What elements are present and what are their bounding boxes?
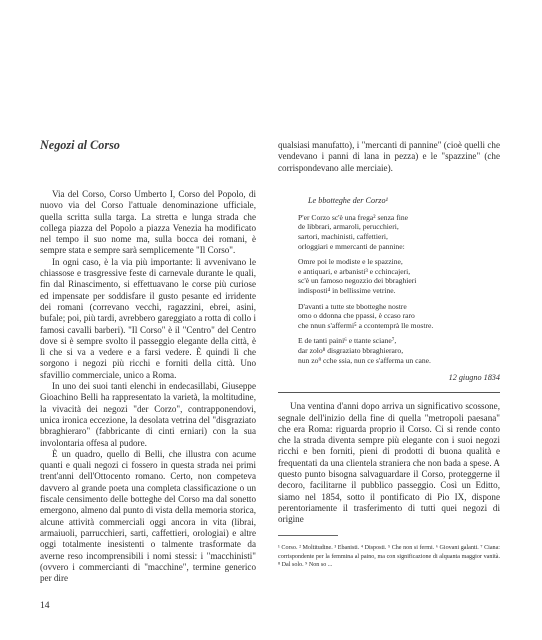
- sonnet-title: Le bbotteghe der Corzo¹: [308, 195, 389, 205]
- verse-line: E de tanti paini⁶ e ttante sciane⁷,: [298, 336, 397, 346]
- verse-line: e antiquari, e arbanisti³ e cchincajeri,: [298, 266, 411, 276]
- verse-line: nun zo⁹ cche ssia, nun ce s'afferma un cane.: [298, 355, 431, 365]
- verse-line: orloggiari e mmercanti de pannine:: [298, 241, 405, 251]
- verse-line: omo o ddonna che ppassi, è ccaso raro: [298, 311, 415, 321]
- body-paragraph: Una ventina d'anni dopo arriva un significativo scossone, segnale dell'inizio della fine di quella "metropoli paesana" che era Roma: riguarda proprio il Corso. Ci si rende conto che la strada diventa sempre più elegante con i suoi negozi ricchi e ben forniti, pieni di prodotti di buona qualità e frequentati da una clientela straniera che non bada a spese. A questo punto bisogna salvaguardare il Corso, proteggerne il decoro, facilitarne il pubblico passeggio. Così un Editto, siamo nel 1854, sotto il pontificato di Pio IX, dispone perentoriamente il trasferimento di tutti quei negozi di origine: [278, 401, 500, 525]
- sonnet: [298, 196, 500, 365]
- stanza: [298, 336, 500, 365]
- right-column: [278, 140, 500, 569]
- verse-line: D'avanti a tutte ste bbotteghe nostre: [298, 301, 407, 311]
- page-number: 14: [40, 600, 50, 611]
- stanza: [298, 302, 500, 331]
- stanza: [298, 213, 500, 251]
- divider-rule: [278, 392, 500, 393]
- verse-line: P'er Corzo sc'è una frega² senza fine: [298, 212, 409, 222]
- stanza: [298, 257, 500, 295]
- body-paragraph: In uno dei suoi tanti elenchi in endecasillabi, Giuseppe Gioachino Belli ha rappresentato la varietà, la moltitudine, la vivacità dei negozi "der Corzo", contrapponendovi, unica ironica eccezione, la desolata vetrina del "disgraziato bbraghieraro" (fabbricante di cinti erniari) con la sua involontaria offesa al pudore.: [40, 381, 256, 448]
- footnotes: ¹ Corso. ² Moltitudine. ³ Ebanisti. ⁴ Disposti. ⁵ Che non si fermi. ⁶ Giovani galanti. ⁷ Ciana: corrispondente per la femmina al paino, ma con significazione di alquanta maggior vanità. ⁸ Dal solo. ⁹ Non so ...: [278, 545, 500, 568]
- verse-line: che nnun s'affermi⁵ a ccontemprà lle mostre.: [298, 320, 434, 330]
- verse-line: de libbrari, armaroli, perucchieri,: [298, 222, 399, 232]
- verse-line: sc'è un famoso negozzio dei bbraghieri: [298, 276, 417, 286]
- verse-line: indisposti⁴ in bellissime vetrine.: [298, 286, 396, 296]
- verse-line: Omre poi le modiste e le spazzine,: [298, 257, 403, 267]
- verse-line: sartori, machinisti, caffettieri,: [298, 232, 388, 242]
- body-paragraph: qualsiasi manufatto), i "mercanti di pannine" (cioè quelli che vendevano i panni di lana in pezza) e le "spazzine" (che corrispondevano alle merciaie).: [278, 140, 500, 173]
- section-heading: Negozi al Corso: [40, 138, 120, 152]
- sonnet-date: 12 giugno 1834: [448, 373, 500, 383]
- left-column: [40, 138, 256, 584]
- body-paragraph: Via del Corso, Corso Umberto I, Corso del Popolo, di nuovo via del Corso l'attuale denominazione ufficiale, quella scritta sulla targa. La stretta e lunga strada che collega piazza del Popolo a piazza Venezia ha modificato nel tempo il suo nome ma, sulla bocca dei romani, è sempre stata e sempre sarà semplicemente "Il Corso".: [40, 189, 256, 256]
- verse-line: dar zolo⁸ disgraziato bbraghieraro,: [298, 346, 404, 356]
- body-paragraph: In ogni caso, è la via più importante: lì avvenivano le chiassose e trasgressive feste di carnevale durante le quali, fin dal Rinascimento, si effettuavano le corse più curiose ed impensate per soddisfare il gusto pesante ed irridente dei romani (correvano vecchi, ragazzini, ebrei, asini, bufale; poi, più tardi, avrebbero gareggiato a rotta di collo i famosi cavalli barberi). "Il Corso" è il "Centro" del Centro dove si è sempre svolto il passeggio elegante della città, è lì che si va a vedere e a farsi vedere. È quindi lì che sorgono i negozi più ricchi e forniti della città. Uno sfavillio commerciale, unico a Roma.: [40, 256, 256, 380]
- footnote-rule: [278, 535, 338, 536]
- body-paragraph: È un quadro, quello di Belli, che illustra con acume quanti e quali negozi ci fossero in questa strada nei primi trent'anni dell'Ottocento romano. Certo, non competeva davvero al grande poeta una completa classificazione o un fiscale censimento delle botteghe del Corso ma dal sonetto emergono, almeno dal punto di vista della memoria storica, alcune attività commerciali oggi ancora in vita (librai, armaiuoli, parrucchieri, sarti, caffettieri, orologiai) e altre oggi totalmente inesistenti o talmente trasformate da averne reso incomprensibili i nomi stessi: i "macchinisti" (ovvero i commercianti di "macchine", termine generico per dire: [40, 448, 257, 584]
